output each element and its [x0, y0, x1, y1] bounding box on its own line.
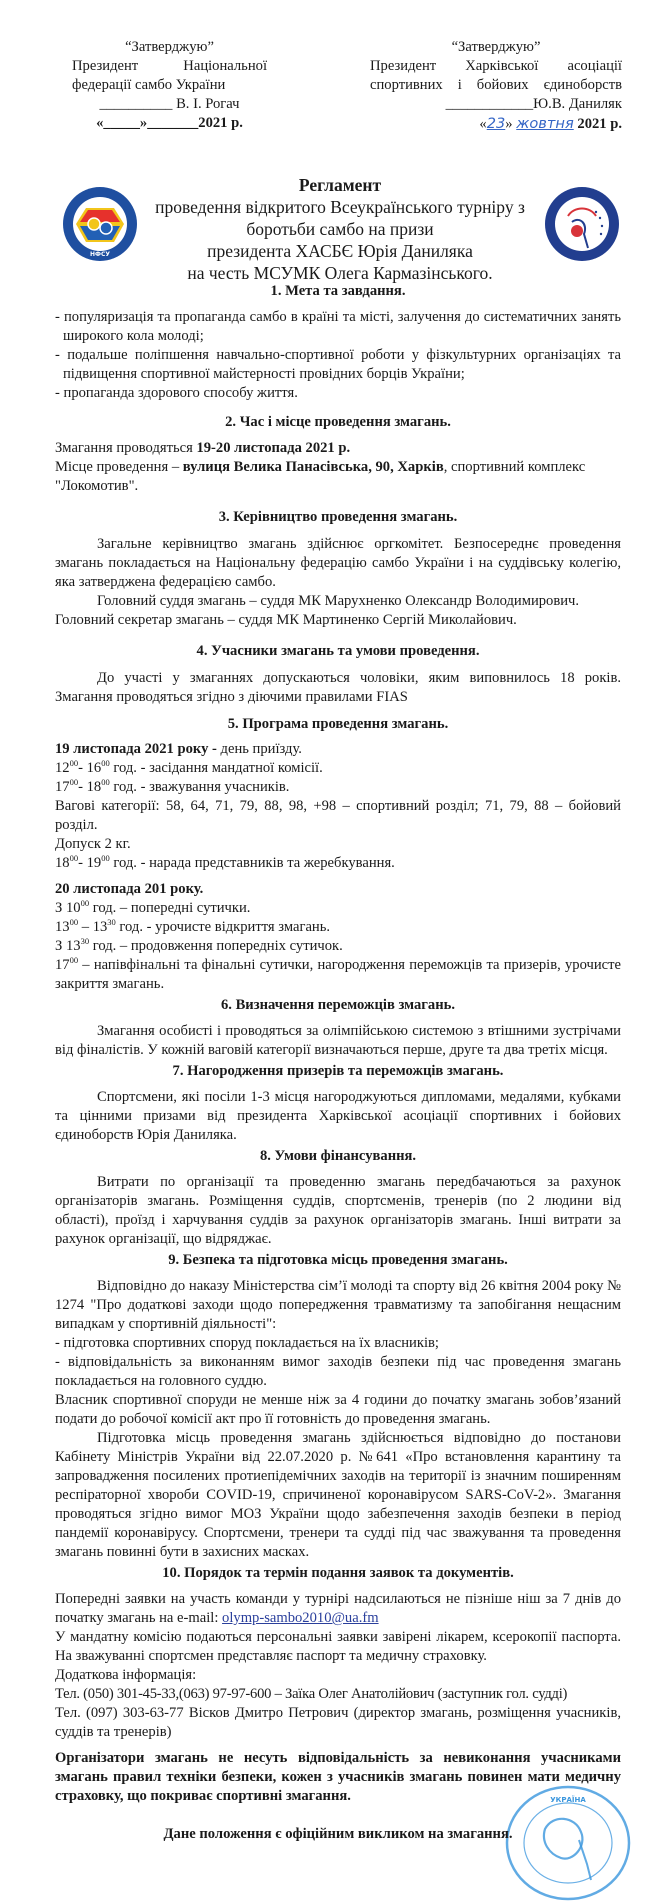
approval-left-signature: __________ В. І. Рогач: [99, 96, 240, 112]
competition-dates: [55, 439, 621, 458]
date-open-quote: «: [479, 116, 487, 132]
approval-left-org: федерації самбо України: [72, 77, 226, 93]
day2-title: 20 листопада 201 року.: [55, 881, 204, 897]
schedule-item: [55, 778, 621, 797]
time-hour: 17: [55, 779, 70, 795]
time-hour: 12: [55, 760, 70, 776]
section-6: [55, 996, 621, 1060]
time-min: 00: [69, 917, 79, 927]
section-8: [55, 1147, 621, 1249]
applications-paragraph: [55, 1590, 621, 1628]
section-2: [55, 413, 621, 496]
document-title: Регламент: [298, 175, 382, 195]
schedule-item: [55, 899, 621, 918]
approval-left-title: Президент Національної: [72, 58, 267, 74]
section-3-heading: 3. Керівництво проведення змагань.: [218, 509, 458, 525]
day1-title: [55, 740, 621, 759]
weight-categories: Вагові категорії: 58, 64, 71, 79, 88, 98, +98 – спортивний розділ; 71, 79, 88 – бойовий розділ.: [55, 798, 621, 833]
approval-right-year: 2021 р.: [577, 116, 622, 132]
section-4: [55, 642, 621, 707]
section-8-heading: 8. Умови фінансування.: [259, 1148, 417, 1164]
title-line-2: боротьби самбо на призи: [246, 219, 434, 239]
section-9: [55, 1251, 621, 1562]
title-line-4: на честь МСУМК Олега Кармазінського.: [187, 263, 493, 283]
time-hour: 19: [86, 855, 102, 871]
nfsu-logo: [62, 186, 138, 262]
section-7-heading: 7. Нагородження призерів та переможців змагань.: [172, 1063, 504, 1079]
section-4-heading: 4. Учасники змагань та умови проведення.: [196, 643, 480, 659]
financing-paragraph: Витрати по організації та проведенню змагань передбачаються за рахунок організаторів змагань. Розміщення суддів, спортсменів, тренерів (по 2 людини від області), проїзд і харчування суддів за рахунок організаторів змагань. Інші витрати за рахунок організації, що відряджає.: [55, 1174, 621, 1247]
section-2-heading: 2. Час і місце проведення змагань.: [225, 414, 451, 430]
time-prefix: З: [55, 900, 66, 916]
time-hour: 13: [55, 919, 70, 935]
khasbe-logo: [544, 186, 620, 262]
chief-judge: Головний суддя змагань – суддя МК Марухненко Олександр Володимирович.: [97, 593, 580, 609]
time-hour: 18: [86, 779, 102, 795]
title-line-3: президента ХАСБЄ Юрія Даниляка: [207, 241, 473, 261]
goal-item: - пропаганда здорового способу життя.: [55, 385, 298, 401]
approval-right-title: Президент Харківської асоціації: [370, 58, 622, 74]
goal-item: - подальше поліпшення навчально-спортивної роботи у фізкультурних організаціях та підвищення спортивної майстерності провідних борців України;: [55, 347, 621, 382]
schedule-item: [55, 937, 621, 956]
title-block: [140, 174, 540, 284]
day1-date: 19 листопада 2021 року -: [55, 741, 217, 757]
management-paragraph: Загальне керівництво змагань здійснює оргкомітет. Безпосереднє проведення змагань покладається на Національну федерацію самбо України і на суддівську колегію, яка затверджена федерацією самбо.: [55, 536, 621, 590]
schedule-text: – напівфінальні та фінальні сутички, нагородження переможців та призерів, урочисте закриття змагань.: [55, 957, 621, 992]
section-3: [55, 508, 621, 630]
mandate-paragraph: У мандатну комісію подаються персональні заявки завірені лікарем, ксерокопії паспорта. На зважуванні спортсмен представляє паспорт та медичну страховку.: [55, 1629, 621, 1664]
covid-paragraph: Підготовка місць проведення змагань здійснюється відповідно до постанови Кабінету Міністрів України від 22.07.2020 р. №641 «Про встановлення карантину та запровадження посилених протиепідемічних заходів на території із значним поширенням респіраторної хвороби COVID-19, спричиненої коронавірусом SARS-CoV-2». Змагання проводяться згідно вимог МОЗ України щодо забезпечення заходів безпеки в період пандемії коронавірусу. Спортсмени, тренери та судді під час зважування та проведення змагань повинні бути в захисних масках.: [55, 1430, 621, 1560]
handwritten-month: жовтня: [516, 115, 574, 132]
weight-tolerance: Допуск 2 кг.: [55, 836, 131, 852]
time-min: 30: [107, 917, 116, 927]
time-hour: 16: [86, 760, 102, 776]
time-sep: –: [78, 919, 93, 935]
awards-paragraph: Спортсмени, які посіли 1-3 місця нагороджуються дипломами, медалями, кубками та цінними призами від президента Харківської асоціації спортивних і бойових єдиноборств Юрія Даниляка.: [55, 1089, 621, 1143]
section-7: [55, 1062, 621, 1145]
dates-value: 19-20 листопада 2021 р.: [196, 440, 351, 456]
section-1: [55, 282, 621, 403]
time-hour: 13: [92, 919, 108, 935]
time-min: 00: [101, 758, 110, 768]
winners-paragraph: Змагання особисті і проводяться за олімпійською системою з втішними зустрічами від фіналістів. У кожній ваговій категорії визначаються перше, друге та два третіх місця.: [55, 1023, 621, 1058]
schedule-text: год. - нарада представників та жеребкування.: [109, 855, 395, 871]
schedule-text: год. - засідання мандатної комісії.: [109, 760, 323, 776]
day1-desc: день приїзду.: [216, 741, 302, 757]
competition-venue: [55, 458, 621, 496]
date-close-quote: »: [505, 116, 513, 132]
time-hour: 18: [55, 855, 70, 871]
applications-text: Попередні заявки на участь команди у турнірі надсилаються не пізніше ніш за 7 днів до початку змагань на e-mail:: [55, 1591, 621, 1626]
contact-phone-1: Тел. (050) 301-45-33,(063) 97-97-600 – Заїка Олег Анатолійович (заступник гол. судді): [55, 1686, 568, 1702]
chief-secretary: Головний секретар змагань – суддя МК Мартиненко Сергій Миколайович.: [55, 612, 517, 628]
schedule-item: [55, 759, 621, 778]
time-min: 30: [80, 936, 90, 946]
approval-right-date: [370, 114, 622, 134]
section-5: [55, 715, 621, 994]
approval-right-signature: ____________Ю.В. Даниляк: [445, 96, 622, 112]
approval-left: [72, 38, 267, 133]
schedule-item: [55, 918, 621, 937]
approval-right-heading: “Затверджую”: [451, 39, 541, 55]
section-5-heading: 5. Програма проведення змагань.: [227, 716, 449, 732]
schedule-item: [55, 956, 621, 994]
handwritten-day: 23: [486, 115, 506, 132]
venue-label: Місце проведення –: [55, 459, 183, 475]
schedule-text: год. - зважування учасників.: [109, 779, 290, 795]
time-prefix: З: [55, 938, 66, 954]
approval-right-org: спортивних і бойових єдиноборств: [370, 77, 622, 93]
section-6-heading: 6. Визначення переможців змагань.: [220, 997, 456, 1013]
section-9-heading: 9. Безпека та підготовка місць проведення змагань.: [168, 1252, 508, 1268]
time-hour: 17: [55, 957, 70, 973]
title-line-1: проведення відкритого Всеукраїнського турніру з: [155, 197, 525, 217]
time-min: 00: [80, 898, 90, 908]
approval-left-date: «_____»_______2021 р.: [96, 115, 243, 131]
disclaimer: Організатори змагань не несуть відповідальність за невиконання учасниками змагань правил техніки безпеки, кожен з учасників змагань повинен мати медичну страховку, що покриває спортивні змагання.: [55, 1750, 621, 1804]
time-hour: 10: [65, 900, 81, 916]
dates-label: Змагання проводяться: [55, 440, 197, 456]
schedule-item: [55, 854, 621, 873]
approval-left-heading: “Затверджую”: [125, 39, 214, 55]
time-min: 00: [69, 777, 79, 787]
schedule-text: год. – попередні сутички.: [89, 900, 251, 916]
time-min: 00: [69, 758, 79, 768]
time-hour: 13: [65, 938, 81, 954]
contact-phone-2: Тел. (097) 303-63-77 Вісков Дмитро Петрович (директор змагань, розміщення учасників, суддів та тренерів): [55, 1705, 621, 1740]
section-1-heading: 1. Мета та завдання.: [270, 283, 406, 299]
venue-address: вулиця Велика Панасівська, 90, Харків: [182, 459, 444, 475]
schedule-text: год. - урочисте відкриття змагань.: [115, 919, 331, 935]
participants-paragraph: До участі у змаганнях допускаються чоловіки, яким виповнилось 18 років. Змагання проводяться згідно з діючими правилами FIAS: [55, 670, 621, 705]
approval-right: [370, 38, 622, 134]
section-10-heading: 10. Порядок та термін подання заявок та документів.: [162, 1565, 514, 1581]
stamp-country: УКРАЇНА: [550, 1796, 586, 1804]
closing-statement: Дане положення є офіційним викликом на змагання.: [163, 1826, 513, 1842]
time-min: 00: [69, 955, 79, 965]
time-min: 00: [101, 777, 110, 787]
time-sep: -: [78, 855, 87, 871]
safety-paragraph: Відповідно до наказу Міністерства сім’ї молоді та спорту від 26 квітня 2004 року № 1274 "Про додаткові заходи щодо попередження травматизму та запобігання нещасним випадкам у спортивній діяльності":: [55, 1278, 621, 1332]
additional-info-label: Додаткова інформація:: [55, 1667, 197, 1683]
time-sep: -: [78, 779, 87, 795]
section-10: [55, 1564, 621, 1844]
email-link[interactable]: olymp-sambo2010@ua.fm: [222, 1610, 379, 1626]
safety-item: - відповідальність за виконанням вимог заходів безпеки під час проведення змагань покладається на головного суддю.: [55, 1354, 621, 1389]
time-sep: -: [78, 760, 87, 776]
nfsu-abbr: НФСУ: [89, 251, 111, 258]
time-min: 00: [101, 853, 110, 863]
safety-item: - підготовка спортивних споруд покладається на їх власників;: [55, 1335, 439, 1351]
schedule-text: год. – продовження попередніх сутичок.: [89, 938, 343, 954]
goal-item: - популяризація та пропаганда самбо в країні та місті, залучення до систематичних занять широкого кола молоді;: [55, 309, 621, 344]
time-min: 00: [69, 853, 79, 863]
venue-name: , спортивний комплекс "Локомотив".: [55, 459, 586, 494]
body-flow: [0, 282, 648, 1844]
venue-owner-paragraph: Власник спортивної споруди не менше ніж за 4 години до початку змагань зобов’язаний подати до робочої комісії акт про її готовність до проведення змагань.: [55, 1392, 621, 1427]
